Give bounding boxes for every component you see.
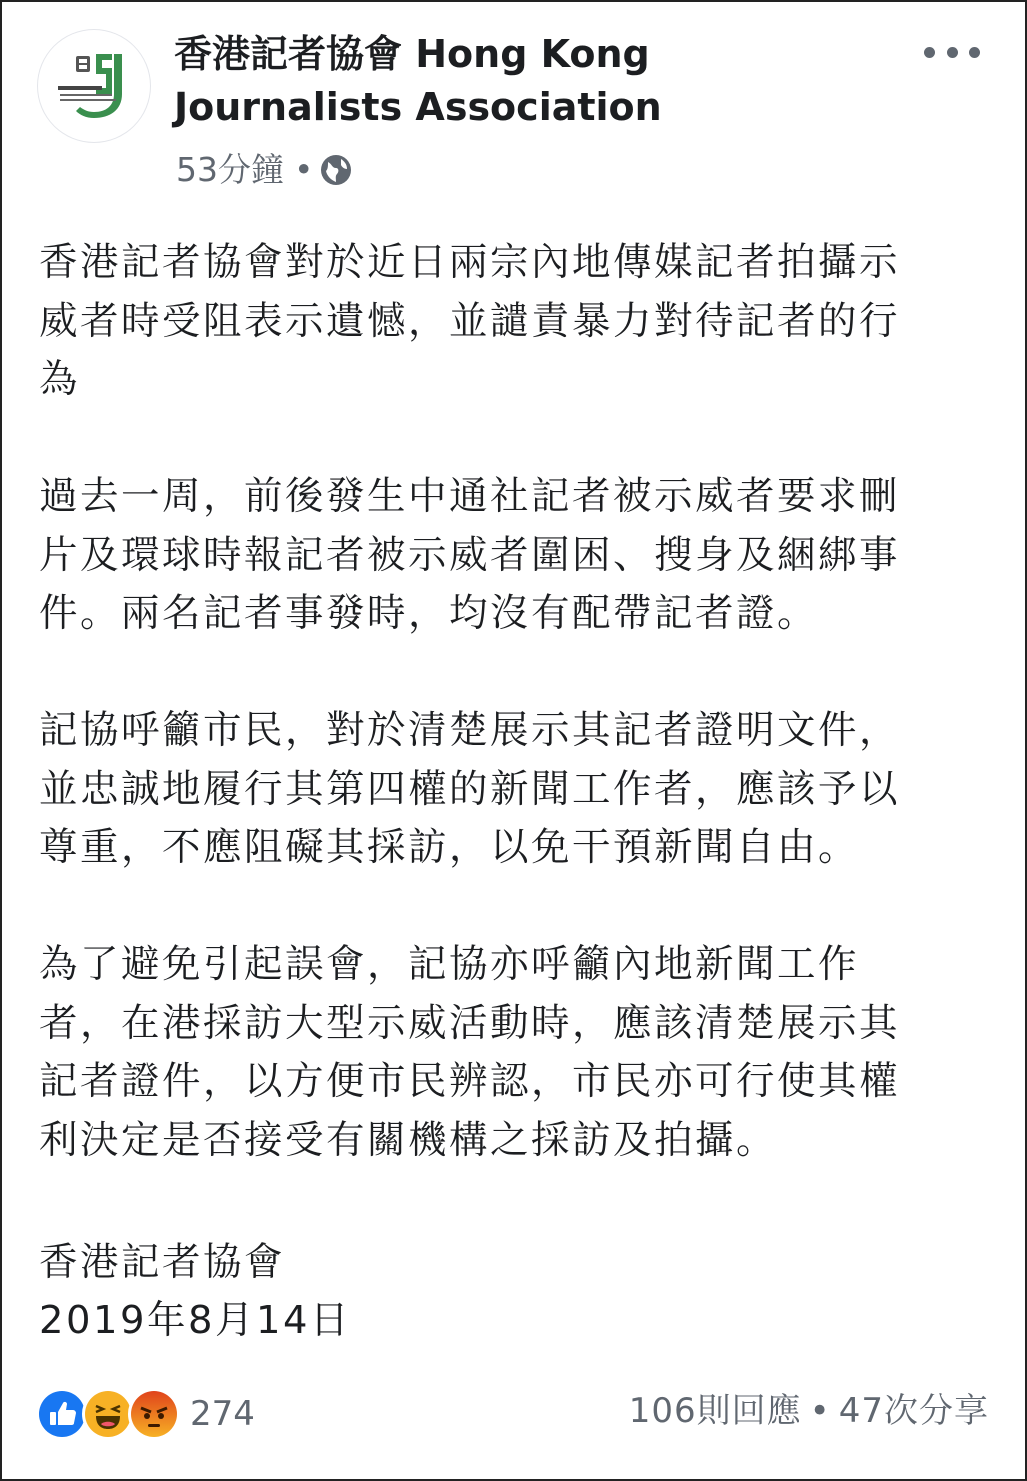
post-paragraph: 為了避免引起誤會，記協亦呼籲內地新聞工作 者，在港採訪大型示威活動時，應該清楚展示其 記者證件，以方便市民辨認，市民亦可行使其權 利決定是否接受有關機構之採訪及拍攝。 [39,942,901,1163]
comments-count-link[interactable]: 106則回應 [628,1391,802,1431]
engagement-stats [629,1388,989,1434]
post-paragraph: 過去一周，前後發生中通社記者被示威者要求刪 片及環球時報記者被示威者圍困、搜身及綑綁事 件。兩名記者事發時，均沒有配帶記者證。 [39,474,901,636]
shares-count-link[interactable]: 47次分享 [838,1391,989,1431]
haha-reaction-icon [82,1388,134,1440]
page-name[interactable]: 香港記者協會 Hong Kong Journalists Association [174,32,662,129]
signature-org: 香港記者協會 [39,1240,286,1285]
stats-separator: • [809,1391,831,1431]
globe-icon [319,153,353,187]
meta-separator: • [294,150,314,189]
post-paragraph: 香港記者協會對於近日兩宗內地傳媒記者拍攝示 威者時受阻表示遺憾，並譴責暴力對待記者的行 為 [39,240,901,402]
more-options-icon[interactable] [924,38,980,66]
reactions-summary[interactable] [36,1388,255,1440]
post-meta [176,148,353,192]
reaction-count: 274 [190,1394,255,1434]
post-body [39,234,997,1229]
page-avatar[interactable] [38,30,150,142]
post-paragraph: 記協呼籲市民，對於清楚展示其記者證明文件， 並忠誠地履行其第四權的新聞工作者，應該予以 尊重，不應阻礙其採訪，以免干預新聞自由。 [39,708,901,870]
post-timestamp[interactable]: 53分鐘 [176,150,284,189]
like-reaction-icon [36,1388,88,1440]
angry-reaction-icon [128,1388,180,1440]
hkja-logo-icon [38,30,150,142]
post-signature [39,1234,351,1350]
signature-date: 2019年8月14日 [39,1298,351,1343]
